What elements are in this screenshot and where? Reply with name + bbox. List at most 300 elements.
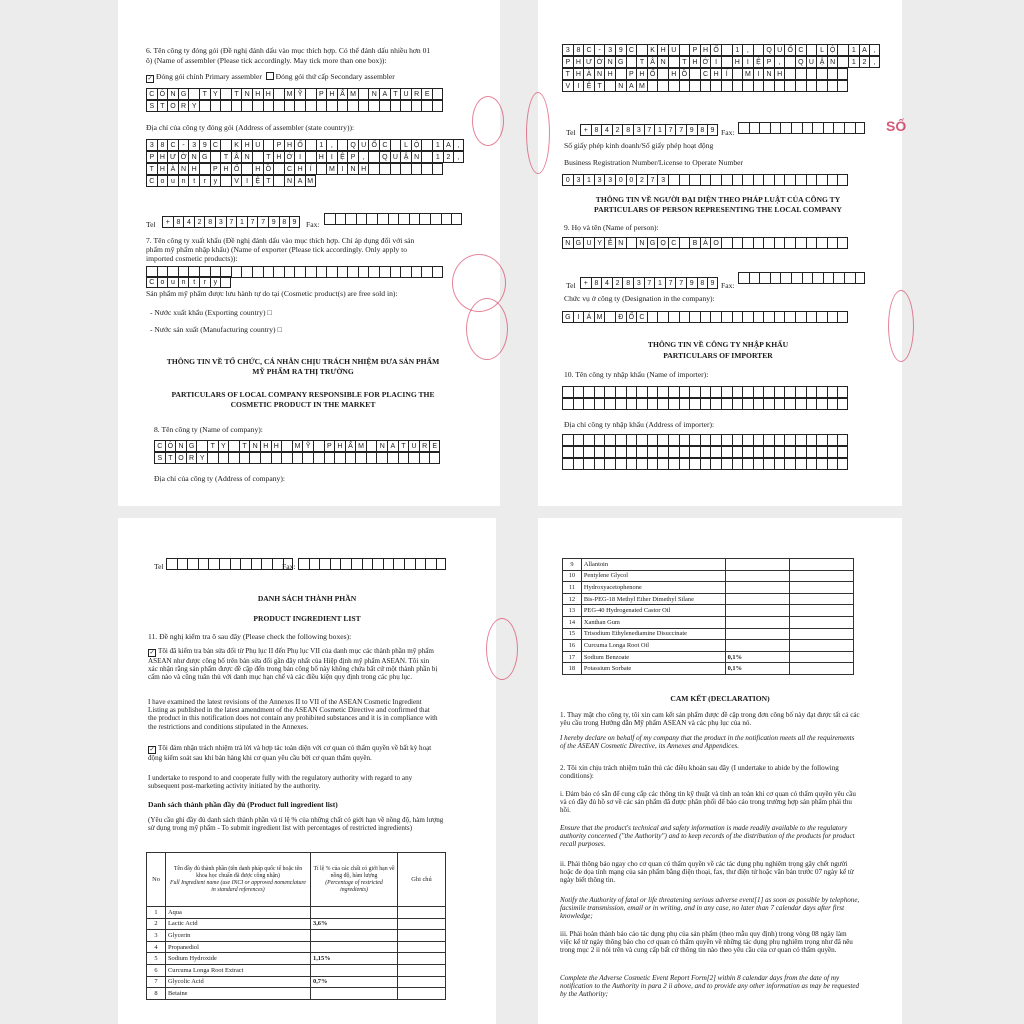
- grid-cell: [562, 398, 573, 410]
- grid-cell: U: [806, 56, 817, 68]
- grid-cell: ,: [358, 151, 369, 163]
- grid-cell: [430, 213, 441, 225]
- grid-cell: [844, 272, 855, 284]
- assembler-name-grid-row2[interactable]: [146, 100, 443, 112]
- ingredient-percentage: 0,1%: [725, 651, 789, 663]
- grid-cell: [689, 398, 700, 410]
- assembler-fax-grid[interactable]: [324, 213, 462, 225]
- grid-cell: [753, 80, 764, 92]
- table-row: [147, 918, 446, 930]
- grid-cell: [281, 452, 292, 464]
- grid-cell: Ố: [294, 139, 305, 151]
- table-row: [147, 988, 446, 1000]
- red-seal-edge: [486, 618, 518, 680]
- grid-cell: n: [178, 175, 189, 187]
- grid-cell: 3: [562, 44, 573, 56]
- grid-cell: [347, 266, 358, 278]
- grid-cell: [795, 80, 806, 92]
- row-number: 11: [563, 582, 582, 594]
- red-stamp-text: SỐ: [886, 118, 907, 134]
- grid-cell: 8: [204, 216, 215, 228]
- grid-cell: [615, 386, 626, 398]
- grid-cell: [294, 100, 305, 112]
- grid-cell: 2: [612, 124, 623, 136]
- grid-cell: [376, 452, 387, 464]
- assembler-name-grid-row1[interactable]: [146, 88, 443, 100]
- grid-cell: ,: [774, 56, 785, 68]
- row-number: 3: [147, 930, 166, 942]
- grid-cell: r: [199, 175, 210, 187]
- section-7-title: 7. Tên công ty xuất khẩu (Đề nghị đánh dấu vào mục thích hợp. Chỉ áp dụng đối với sản: [146, 236, 415, 245]
- row-note: [398, 976, 446, 988]
- grid-cell: C: [626, 44, 637, 56]
- grid-cell: [710, 458, 721, 470]
- grid-cell: [844, 122, 855, 134]
- grid-cell: Ệ: [337, 151, 348, 163]
- grid-cell: 3: [633, 124, 644, 136]
- grid-cell: Ồ: [679, 68, 690, 80]
- grid-cell: [668, 386, 679, 398]
- grid-cell: O: [175, 452, 186, 464]
- license-label-vi: Số giấy phép kinh doanh/Số giấy phép hoạt động: [564, 141, 714, 150]
- grid-cell: N: [657, 56, 668, 68]
- grid-cell: A: [387, 440, 398, 452]
- grid-cell: 8: [697, 124, 708, 136]
- grid-cell: [823, 272, 834, 284]
- primary-assembler-checkbox[interactable]: ✓: [147, 76, 153, 82]
- ingredient-percentage: [725, 593, 789, 605]
- cooperate-vi: [148, 744, 440, 762]
- grid-cell: [292, 452, 303, 464]
- check-annex-en: I have examined the latest revisions of the Annexes II to VII of the ASEAN Cosmetic Ingredient Listing as published in the latest amendment of the ASEAN Cosmetic Directive and confirmed that the product in this notification does not contain any prohibited substances and it is in compliance with the restrictions and conditions stipulated in the Annexes.: [148, 698, 438, 731]
- grid-cell: [710, 80, 721, 92]
- local-company-heading-vi-1: THÔNG TIN VỀ TỔ CHỨC, CÁ NHÂN CHỊU TRÁCH NHIỆM ĐƯA SẢN PHẨM: [166, 357, 440, 366]
- table-row: [563, 570, 854, 582]
- grid-cell: [759, 272, 770, 284]
- grid-cell: 9: [707, 277, 718, 289]
- grid-cell: C: [795, 44, 806, 56]
- grid-cell: T: [263, 151, 274, 163]
- importer-address-label: Địa chỉ công ty nhập khẩu (Address of importer):: [564, 420, 715, 429]
- exporter-country-grid[interactable]: [146, 276, 231, 288]
- assembler-address-grid-row3[interactable]: [146, 163, 443, 175]
- company-name-grid-row2[interactable]: [154, 452, 440, 464]
- grid-cell: [626, 386, 637, 398]
- grid-cell: 8: [591, 277, 602, 289]
- grid-cell: [345, 452, 356, 464]
- grid-cell: 9: [686, 277, 697, 289]
- license-number-grid[interactable]: [562, 174, 848, 186]
- grid-cell: [615, 458, 626, 470]
- grid-cell: 8: [157, 139, 168, 151]
- grid-cell: U: [252, 139, 263, 151]
- grid-cell: [700, 446, 711, 458]
- grid-cell: M: [305, 175, 316, 187]
- grid-cell: N: [615, 237, 626, 249]
- grid-cell: Ô: [165, 440, 176, 452]
- grid-cell: [657, 80, 668, 92]
- grid-cell: Ả: [700, 237, 711, 249]
- grid-cell: [753, 398, 764, 410]
- grid-cell: [837, 458, 848, 470]
- grid-cell: [774, 237, 785, 249]
- grid-cell: ,: [326, 139, 337, 151]
- grid-cell: [398, 452, 409, 464]
- grid-cell: G: [573, 237, 584, 249]
- company-tel-grid[interactable]: [580, 124, 718, 136]
- grid-cell: ,: [742, 44, 753, 56]
- grid-cell: [441, 213, 452, 225]
- grid-cell: [316, 100, 327, 112]
- person-tel-grid[interactable]: [580, 277, 718, 289]
- grid-cell: [615, 446, 626, 458]
- grid-cell: H: [326, 88, 337, 100]
- annex-checkbox[interactable]: ✓: [149, 650, 155, 656]
- grid-cell: M: [326, 163, 337, 175]
- grid-cell: [337, 100, 348, 112]
- grid-cell: [604, 311, 615, 323]
- grid-cell: [784, 386, 795, 398]
- grid-cell: [636, 434, 647, 446]
- grid-cell: [689, 68, 700, 80]
- ingredient-name: Bis-PEG-18 Methyl Ether Dimethyl Silane: [581, 593, 725, 605]
- grid-cell: [372, 558, 383, 570]
- grid-cell: 2: [636, 174, 647, 186]
- importer-name-grid-row2[interactable]: [562, 398, 848, 410]
- grid-cell: H: [260, 440, 271, 452]
- ingredient-name: Xanthan Gum: [581, 616, 725, 628]
- grid-cell: G: [562, 311, 573, 323]
- grid-cell: H: [316, 151, 327, 163]
- grid-cell: [309, 558, 320, 570]
- representative-heading-en: PARTICULARS OF PERSON REPRESENTING THE LOCAL COMPANY: [594, 205, 842, 214]
- grid-cell: [668, 311, 679, 323]
- grid-cell: [784, 68, 795, 80]
- grid-cell: [837, 44, 848, 56]
- grid-cell: [827, 68, 838, 80]
- grid-cell: [451, 213, 462, 225]
- grid-cell: [326, 100, 337, 112]
- grid-cell: [816, 237, 827, 249]
- company-address-grid-row1[interactable]: [562, 44, 880, 56]
- grid-cell: 1: [236, 216, 247, 228]
- grid-cell: [816, 68, 827, 80]
- col-header-name-en: Full Ingredient name (use INCI or approved nomenclature in standard references): [169, 879, 307, 893]
- grid-cell: [326, 266, 337, 278]
- local-company-heading-en-1: PARTICULARS OF LOCAL COMPANY RESPONSIBLE FOR PLACING THE: [171, 390, 435, 399]
- grid-cell: -: [594, 44, 605, 56]
- ingredient-percentage: [725, 559, 789, 571]
- grid-cell: M: [636, 80, 647, 92]
- grid-cell: [827, 386, 838, 398]
- grid-cell: C: [154, 440, 165, 452]
- grid-cell: Ệ: [753, 56, 764, 68]
- grid-cell: R: [178, 100, 189, 112]
- grid-cell: N: [636, 237, 647, 249]
- assembler-address-grid-row2[interactable]: [146, 151, 464, 163]
- grid-cell: [594, 434, 605, 446]
- grid-cell: [700, 174, 711, 186]
- col-header-pct-vi: Tỉ lệ % của các chất có giới hạn về nồng độ, hàm lượng: [313, 865, 395, 879]
- grid-cell: Ậ: [816, 56, 827, 68]
- ingredient-name: Sodium Benzoate: [581, 651, 725, 663]
- grid-cell: [679, 174, 690, 186]
- form-page-2: [538, 0, 907, 506]
- importer-address-grid-row2[interactable]: [562, 446, 848, 458]
- person-fax-grid[interactable]: [738, 272, 865, 284]
- grid-cell: [636, 446, 647, 458]
- grid-cell: [753, 458, 764, 470]
- grid-cell: o: [157, 276, 168, 288]
- grid-cell: [795, 458, 806, 470]
- grid-cell: H: [732, 56, 743, 68]
- grid-cell: [334, 452, 345, 464]
- grid-cell: [207, 452, 218, 464]
- grid-cell: [305, 88, 316, 100]
- manufacturing-country-option[interactable]: - Nước sản xuất (Manufacturing country) □: [150, 325, 283, 334]
- grid-cell: 4: [183, 216, 194, 228]
- grid-cell: [298, 558, 309, 570]
- grid-cell: [368, 266, 379, 278]
- grid-cell: C: [146, 276, 157, 288]
- grid-cell: [281, 440, 292, 452]
- section-6-subtitle: ô) (Name of assembler (Please tick accordingly. May tick more than one box)):: [146, 56, 387, 65]
- grid-cell: H: [220, 163, 231, 175]
- row-number: 7: [147, 976, 166, 988]
- grid-cell: Ố: [784, 44, 795, 56]
- grid-cell: [355, 452, 366, 464]
- grid-cell: [679, 434, 690, 446]
- row-note: [789, 640, 853, 652]
- importer-address-grid-row3[interactable]: [562, 458, 848, 470]
- grid-cell: 0: [626, 174, 637, 186]
- grid-cell: [210, 100, 221, 112]
- grid-cell: [784, 446, 795, 458]
- row-note: [789, 593, 853, 605]
- col-header-pct: [311, 853, 398, 907]
- tel-grid[interactable]: [166, 558, 293, 570]
- ingredient-rows-2: [563, 559, 854, 675]
- grid-cell: [368, 151, 379, 163]
- grid-cell: G: [199, 151, 210, 163]
- grid-cell: [721, 44, 732, 56]
- grid-cell: [573, 398, 584, 410]
- grid-cell: T: [220, 151, 231, 163]
- red-seal-stamp-2: [466, 298, 508, 360]
- grid-cell: [837, 174, 848, 186]
- grid-cell: [806, 398, 817, 410]
- grid-cell: [827, 237, 838, 249]
- ingredient-percentage: 0,7%: [311, 976, 398, 988]
- grid-cell: Ố: [710, 44, 721, 56]
- grid-cell: [795, 237, 806, 249]
- company-address-grid-row2[interactable]: [562, 56, 880, 68]
- grid-cell: G: [178, 88, 189, 100]
- assembler-address-grid-row1[interactable]: [146, 139, 464, 151]
- grid-cell: [837, 80, 848, 92]
- grid-cell: C: [636, 311, 647, 323]
- grid-cell: T: [146, 163, 157, 175]
- person-name-grid[interactable]: [562, 237, 848, 249]
- grid-cell: ,: [869, 44, 880, 56]
- free-sale-label: Sản phẩm mỹ phẩm được lưu hành tự do tại (Cosmetic product(s) are free sold in):: [146, 289, 398, 298]
- grid-cell: [806, 237, 817, 249]
- grid-cell: T: [390, 88, 401, 100]
- grid-cell: [366, 213, 377, 225]
- grid-cell: [753, 174, 764, 186]
- grid-cell: [271, 452, 282, 464]
- fax-label: Fax:: [721, 128, 735, 137]
- grid-cell: [806, 311, 817, 323]
- grid-cell: G: [647, 237, 658, 249]
- grid-cell: [615, 398, 626, 410]
- company-address-grid-row3[interactable]: [562, 68, 848, 80]
- grid-cell: -: [178, 139, 189, 151]
- row-number: 12: [563, 593, 582, 605]
- grid-cell: 8: [697, 277, 708, 289]
- grid-cell: [335, 213, 346, 225]
- company-fax-grid[interactable]: [738, 122, 865, 134]
- grid-cell: G: [615, 56, 626, 68]
- grid-cell: H: [573, 56, 584, 68]
- grid-cell: [218, 452, 229, 464]
- grid-cell: [368, 100, 379, 112]
- row-number: 18: [563, 663, 582, 675]
- fax-label: Fax:: [282, 562, 296, 571]
- grid-cell: [700, 398, 711, 410]
- grid-cell: [742, 237, 753, 249]
- grid-cell: P: [210, 163, 221, 175]
- importer-address-grid-row1[interactable]: [562, 434, 848, 446]
- grid-cell: [837, 311, 848, 323]
- ingredient-percentage: [311, 964, 398, 976]
- grid-cell: [302, 452, 313, 464]
- grid-cell: [806, 386, 817, 398]
- grid-cell: H: [294, 163, 305, 175]
- grid-cell: [393, 558, 404, 570]
- grid-cell: [273, 100, 284, 112]
- company-address-grid-row4[interactable]: [562, 80, 848, 92]
- grid-cell: P: [316, 88, 327, 100]
- designation-grid[interactable]: [562, 311, 848, 323]
- ingredient-percentage: [311, 941, 398, 953]
- row-note: [789, 616, 853, 628]
- grid-cell: [837, 237, 848, 249]
- grid-cell: [668, 56, 679, 68]
- grid-cell: [657, 434, 668, 446]
- grid-cell: T: [636, 56, 647, 68]
- grid-cell: Y: [210, 88, 221, 100]
- grid-cell: 3: [188, 139, 199, 151]
- grid-cell: [827, 446, 838, 458]
- grid-cell: [387, 452, 398, 464]
- grid-cell: r: [199, 276, 210, 288]
- company-address-label: Địa chỉ của công ty (Address of company):: [154, 474, 285, 483]
- fax-grid[interactable]: [298, 558, 446, 570]
- grid-cell: P: [146, 151, 157, 163]
- importer-name-grid-row1[interactable]: [562, 386, 848, 398]
- grid-cell: [657, 446, 668, 458]
- grid-cell: [398, 213, 409, 225]
- grid-cell: T: [199, 88, 210, 100]
- grid-cell: T: [239, 440, 250, 452]
- cooperate-vi-text: Tôi đảm nhận trách nhiệm trả lời và hợp tác toàn diện với cơ quan có thẩm quyền về bất kỳ hoạt động kiểm soát sau khi bán hàng khi cơ quan yêu cầu bởi cơ quan thẩm quyền.: [148, 744, 432, 762]
- grid-cell: 8: [573, 44, 584, 56]
- grid-cell: [784, 434, 795, 446]
- assembler-address-grid-row4[interactable]: [146, 175, 316, 187]
- grid-cell: [657, 458, 668, 470]
- grid-cell: [795, 398, 806, 410]
- grid-cell: [647, 311, 658, 323]
- grid-cell: P: [324, 440, 335, 452]
- grid-cell: [774, 458, 785, 470]
- assembler-tel-grid[interactable]: [162, 216, 300, 228]
- grid-cell: Ẩ: [337, 88, 348, 100]
- grid-cell: [742, 398, 753, 410]
- grid-cell: [806, 174, 817, 186]
- ingredient-percentage: [311, 988, 398, 1000]
- grid-cell: 7: [675, 124, 686, 136]
- grid-cell: 4: [601, 124, 612, 136]
- grid-cell: [806, 80, 817, 92]
- declaration-heading: CAM KẾT (DECLARATION): [670, 694, 770, 703]
- grid-cell: [252, 151, 263, 163]
- grid-cell: [432, 88, 443, 100]
- row-note: [398, 988, 446, 1000]
- grid-cell: [421, 151, 432, 163]
- grid-cell: [721, 80, 732, 92]
- grid-cell: U: [408, 440, 419, 452]
- grid-cell: [710, 174, 721, 186]
- grid-cell: C: [146, 88, 157, 100]
- row-number: 8: [147, 988, 166, 1000]
- table-row: [563, 640, 854, 652]
- grid-cell: [738, 122, 749, 134]
- col-header-name: [166, 853, 311, 907]
- grid-cell: [626, 458, 637, 470]
- ingredient-name: Aqua: [166, 907, 311, 919]
- grid-cell: [784, 174, 795, 186]
- grid-cell: [732, 80, 743, 92]
- grid-cell: [791, 272, 802, 284]
- grid-cell: [837, 56, 848, 68]
- row-number: 10: [563, 570, 582, 582]
- table-row: [147, 941, 446, 953]
- grid-cell: [231, 266, 242, 278]
- grid-cell: [647, 458, 658, 470]
- exporting-country-option[interactable]: - Nước xuất khẩu (Exporting country) □: [150, 308, 272, 317]
- grid-cell: 1: [654, 277, 665, 289]
- grid-cell: [774, 398, 785, 410]
- grid-cell: Â: [647, 56, 658, 68]
- grid-cell: C: [167, 139, 178, 151]
- cooperate-checkbox[interactable]: ✓: [149, 747, 155, 753]
- grid-cell: [647, 446, 658, 458]
- row-number: 4: [147, 941, 166, 953]
- grid-cell: 4: [601, 277, 612, 289]
- grid-cell: 1: [848, 44, 859, 56]
- secondary-assembler-checkbox[interactable]: [266, 72, 274, 80]
- ingredient-name: Trisodium Ethylenediamine Disuccinate: [581, 628, 725, 640]
- grid-cell: I: [753, 68, 764, 80]
- grid-cell: [626, 237, 637, 249]
- company-name-grid-row1[interactable]: [154, 440, 440, 452]
- grid-cell: A: [859, 44, 870, 56]
- grid-cell: [604, 434, 615, 446]
- grid-cell: C: [700, 68, 711, 80]
- ingredient-name: Allantoin: [581, 559, 725, 571]
- grid-cell: [774, 386, 785, 398]
